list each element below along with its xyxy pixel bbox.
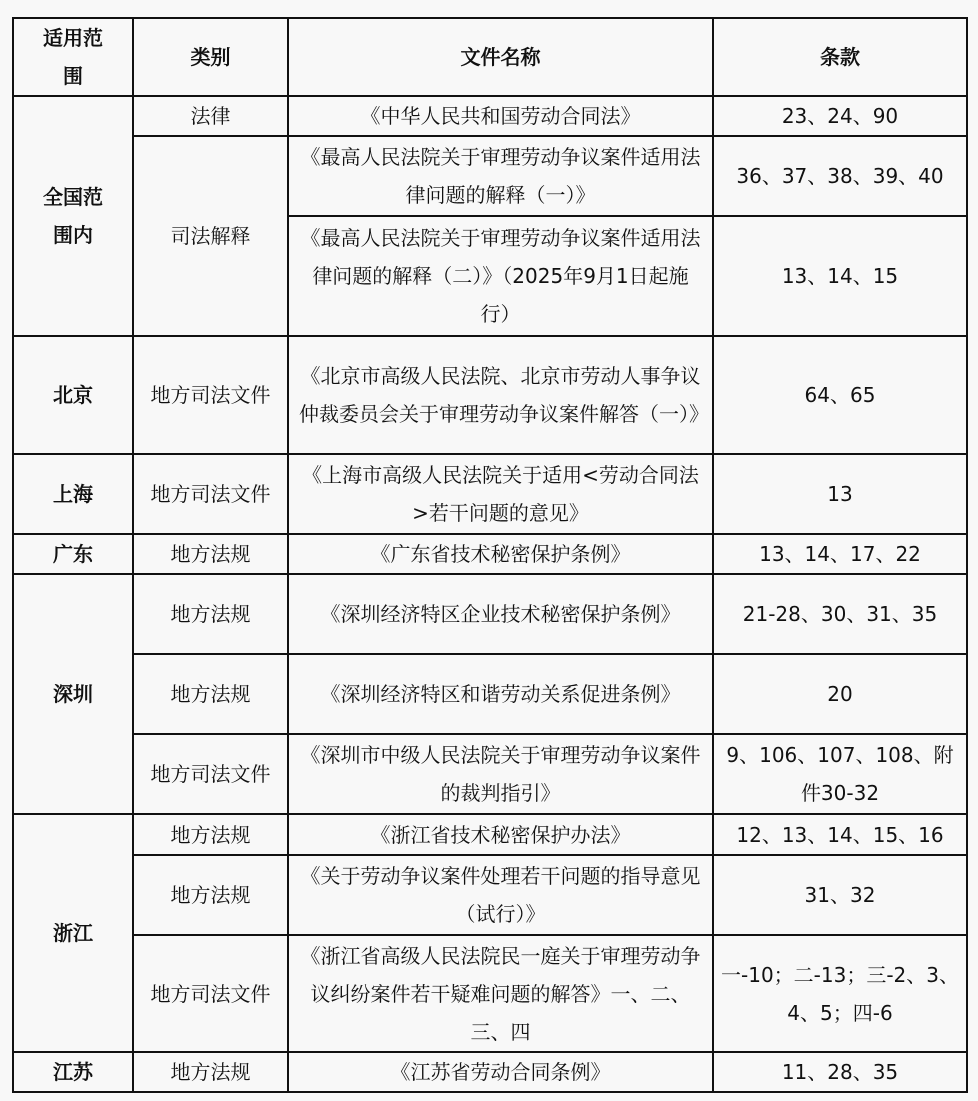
category-cell: 地方法规 xyxy=(133,855,288,935)
region-cell: 浙江 xyxy=(13,814,133,1052)
document-cell: 《广东省技术秘密保护条例》 xyxy=(288,534,713,574)
table-row xyxy=(13,734,967,814)
document-cell: 《浙江省技术秘密保护办法》 xyxy=(288,814,713,855)
table-row xyxy=(13,654,967,734)
region-cell: 深圳 xyxy=(13,574,133,814)
clauses-cell: 64、65 xyxy=(713,336,967,454)
regulations-table xyxy=(12,17,968,1093)
category-cell: 地方法规 xyxy=(133,534,288,574)
document-cell: 《上海市高级人民法院关于适用<劳动合同法>若干问题的意见》 xyxy=(288,454,713,534)
document-cell: 《深圳经济特区和谐劳动关系促进条例》 xyxy=(288,654,713,734)
document-cell: 《中华人民共和国劳动合同法》 xyxy=(288,96,713,136)
clauses-cell: 23、24、90 xyxy=(713,96,967,136)
category-cell: 地方司法文件 xyxy=(133,336,288,454)
table-row xyxy=(13,534,967,574)
document-cell: 《浙江省高级人民法院民一庭关于审理劳动争议纠纷案件若干疑难问题的解答》一、二、三、四 xyxy=(288,935,713,1052)
category-cell: 地方法规 xyxy=(133,654,288,734)
category-cell: 地方法规 xyxy=(133,814,288,855)
header-document: 文件名称 xyxy=(288,18,713,96)
header-category: 类别 xyxy=(133,18,288,96)
table-row xyxy=(13,96,967,136)
clauses-cell: 31、32 xyxy=(713,855,967,935)
category-cell: 地方司法文件 xyxy=(133,454,288,534)
clauses-cell: 12、13、14、15、16 xyxy=(713,814,967,855)
clauses-cell: 13、14、15 xyxy=(713,216,967,336)
table-row xyxy=(13,1052,967,1092)
category-cell: 法律 xyxy=(133,96,288,136)
document-cell: 《关于劳动争议案件处理若干问题的指导意见（试行）》 xyxy=(288,855,713,935)
document-cell: 《江苏省劳动合同条例》 xyxy=(288,1052,713,1092)
document-cell: 《深圳经济特区企业技术秘密保护条例》 xyxy=(288,574,713,654)
category-cell: 地方司法文件 xyxy=(133,935,288,1052)
document-cell: 《深圳市中级人民法院关于审理劳动争议案件的裁判指引》 xyxy=(288,734,713,814)
category-cell: 司法解释 xyxy=(133,136,288,336)
table-row xyxy=(13,136,967,216)
clauses-cell: 一-10；二-13；三-2、3、4、5；四-6 xyxy=(713,935,967,1052)
document-cell: 《北京市高级人民法院、北京市劳动人事争议仲裁委员会关于审理劳动争议案件解答（一）》 xyxy=(288,336,713,454)
clauses-cell: 13 xyxy=(713,454,967,534)
region-cell: 江苏 xyxy=(13,1052,133,1092)
region-cell: 北京 xyxy=(13,336,133,454)
category-cell: 地方司法文件 xyxy=(133,734,288,814)
region-cell: 上海 xyxy=(13,454,133,534)
clauses-cell: 13、14、17、22 xyxy=(713,534,967,574)
document-cell: 《最高人民法院关于审理劳动争议案件适用法律问题的解释（一）》 xyxy=(288,136,713,216)
table-row xyxy=(13,574,967,654)
table-row xyxy=(13,336,967,454)
document-cell: 《最高人民法院关于审理劳动争议案件适用法律问题的解释（二）》（2025年9月1日起施行） xyxy=(288,216,713,336)
header-row xyxy=(13,18,967,96)
region-cell: 广东 xyxy=(13,534,133,574)
header-clauses: 条款 xyxy=(713,18,967,96)
table-row xyxy=(13,814,967,855)
category-cell: 地方法规 xyxy=(133,574,288,654)
category-cell: 地方法规 xyxy=(133,1052,288,1092)
table-row xyxy=(13,935,967,1052)
clauses-cell: 36、37、38、39、40 xyxy=(713,136,967,216)
clauses-cell: 21-28、30、31、35 xyxy=(713,574,967,654)
table-row xyxy=(13,855,967,935)
clauses-cell: 11、28、35 xyxy=(713,1052,967,1092)
table-row xyxy=(13,454,967,534)
header-scope: 适用范围 xyxy=(13,18,133,96)
region-cell: 全国范围内 xyxy=(13,96,133,336)
clauses-cell: 20 xyxy=(713,654,967,734)
clauses-cell: 9、106、107、108、附件30-32 xyxy=(713,734,967,814)
